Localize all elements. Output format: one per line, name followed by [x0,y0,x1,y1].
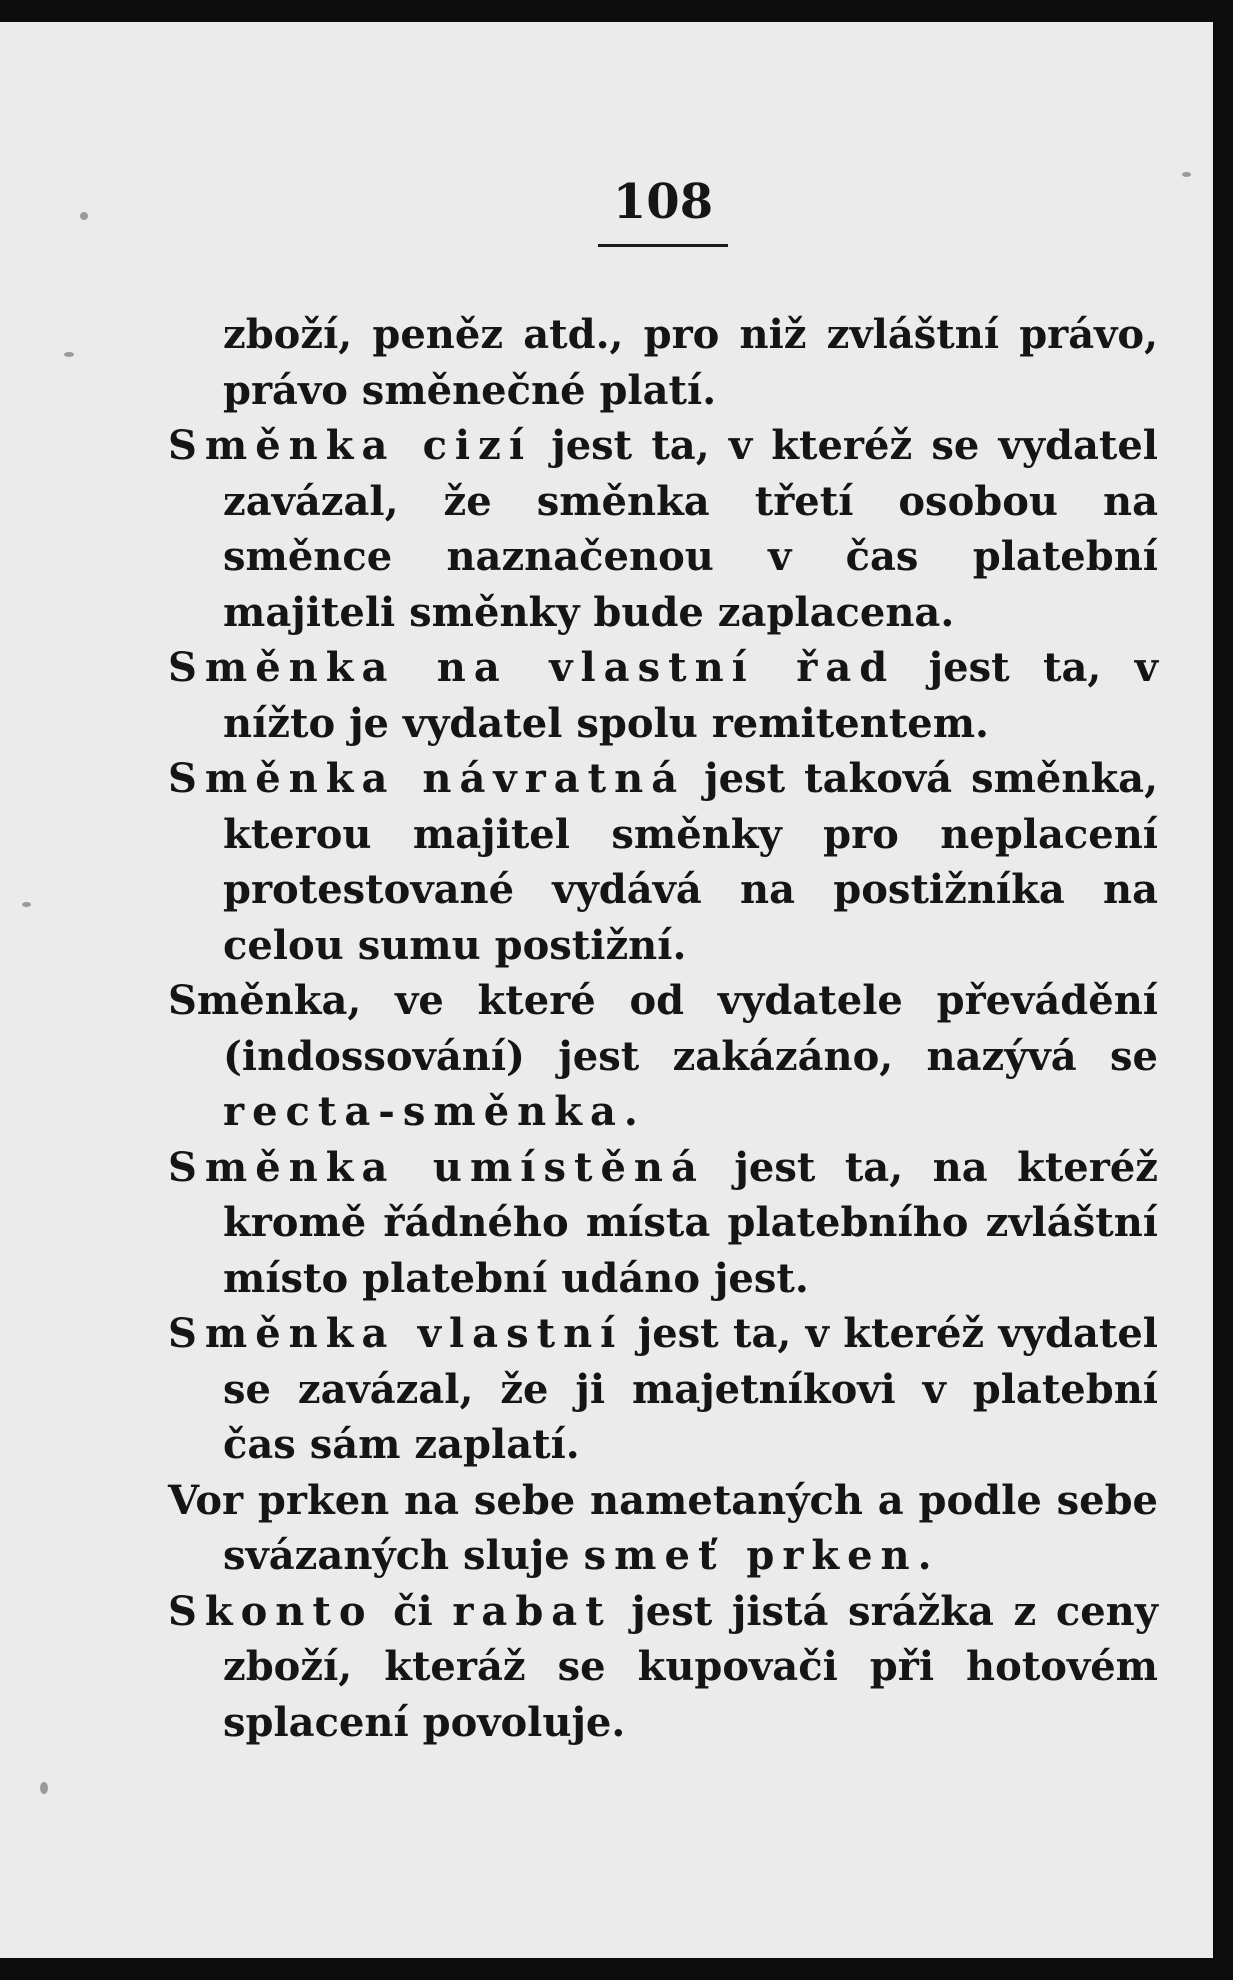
entry-term: Směnka cizí [168,422,533,469]
page-number-rule [598,244,728,247]
entry-continuation [168,307,1158,418]
print-speck [80,212,88,220]
entry-smenka-vlastni [168,1306,1158,1473]
entry-smenka-navratna [168,751,1158,973]
entry-text: jest ta, v kteréž se vydatel zavázal, že směnka třetí osobou na směnce naznačenou v čas platební majiteli směnky bude zaplacena. [223,422,1158,636]
entry-term: Směnka umístěná [168,1143,705,1191]
entry-term: smeť prken [583,1532,918,1579]
entry-text-end: . [917,1532,932,1579]
entry-term: Směnka na vlastní řad [168,644,896,691]
entry-smenka-cizi [168,418,1158,640]
print-speck [40,1782,48,1794]
entry-text: jest ta, na kteréž kromě řádného místa platebního zvláštní místo platební udáno jest. [223,1143,1158,1302]
entry-text: jest ta, v kteréž vydatel se zavázal, že ji majetníkovi v platební čas sám zaplatí. [223,1310,1158,1468]
entry-smenka-umistena [168,1140,1158,1307]
entry-term: Směnka návratná [168,755,686,802]
entry-term: recta-směnka [223,1088,624,1135]
book-page [0,22,1213,1958]
entry-smenka-na-vlastni-rad [168,640,1158,751]
entry-smet-prken [168,1473,1158,1584]
page-number: 108 [612,174,714,230]
entry-text: Směnka, ve které od vydatele převádění (indossování) jest zakázáno, nazývá se [168,977,1158,1080]
entry-term: Skonto [168,1587,374,1635]
entry-text: zboží, peněz atd., pro niž zvláštní právo, právo směnečné platí. [223,311,1158,414]
entry-recta-smenka [168,973,1158,1140]
scan-border [1213,0,1233,1980]
print-speck [1182,172,1191,177]
entry-text: jest ta, v nížto je vydatel spolu remitentem. [223,644,1158,747]
print-speck [22,902,31,907]
entry-term: Směnka vlastní [168,1310,624,1357]
entry-text-end: jest jistá srážka z ceny zboží, kteráž se kupovači při hotovém splacení povoluje. [223,1587,1158,1746]
entry-text: Vor prken na sebe nametaných a podle sebe svázaných sluje [168,1476,1158,1579]
entry-text-end: . [623,1088,638,1135]
print-speck [64,352,74,357]
entry-term: rabat [452,1587,612,1635]
page-text [168,307,1158,1750]
entry-text: jest taková směnka, kterou majitel směnky pro neplacení protestované vydává na postižníka na celou sumu postižní. [223,755,1159,969]
entry-skonto [168,1584,1158,1751]
entry-text: či [373,1587,453,1635]
